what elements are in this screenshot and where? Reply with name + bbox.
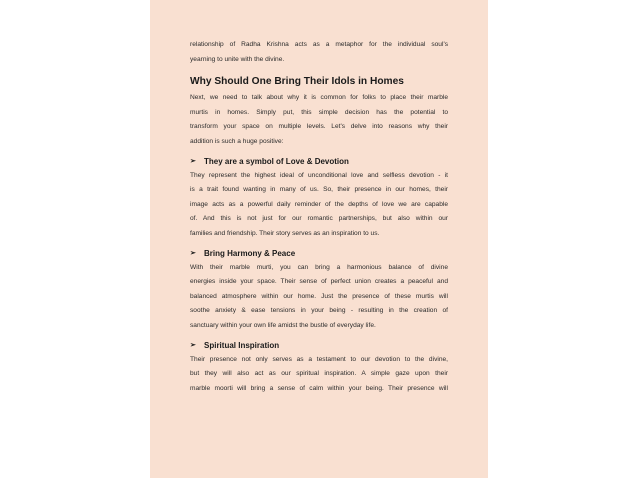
text-line: addition is such a huge positive: bbox=[190, 137, 284, 145]
text-line: but they will also act as our spiritual inspiration. A simple gaze upon their bbox=[190, 370, 448, 378]
point-heading-spiritual-inspiration bbox=[190, 341, 448, 350]
point-paragraph-spiritual-inspiration bbox=[190, 353, 448, 397]
arrow-bullet-icon: ➢ bbox=[190, 158, 196, 166]
point-heading-text: Bring Harmony & Peace bbox=[204, 248, 296, 258]
text-line: families and friendship. Their story serves as an inspiration to us. bbox=[190, 229, 380, 237]
text-line: of. And this is not just for our romantic partnerships, but also within our bbox=[190, 215, 448, 223]
point-paragraph-harmony-peace bbox=[190, 261, 448, 334]
section-paragraph bbox=[190, 91, 448, 149]
document-page bbox=[150, 0, 488, 478]
text-line: soothe anxiety & ease tensions in your being - resulting in the creation of bbox=[190, 307, 448, 315]
point-heading-harmony-peace bbox=[190, 249, 448, 258]
intro-paragraph bbox=[190, 38, 448, 67]
text-line: image acts as a powerful daily reminder of the depths of love we are capable bbox=[190, 200, 448, 208]
text-line: yearning to unite with the divine. bbox=[190, 55, 285, 63]
text-line: energies inside your space. Their sense of perfect union creates a peaceful and bbox=[190, 278, 448, 286]
point-heading-text: Spiritual Inspiration bbox=[204, 340, 280, 350]
text-line: is a trait found wanting in many of us. So, their presence in our homes, their bbox=[190, 186, 448, 194]
point-heading-text: They are a symbol of Love & Devotion bbox=[204, 156, 349, 166]
text-line: With their marble murti, you can bring a harmonious balance of divine bbox=[190, 263, 448, 271]
text-line: balanced atmosphere within our home. Just the presence of these murtis will bbox=[190, 292, 448, 300]
point-paragraph-love-devotion bbox=[190, 169, 448, 242]
text-line: relationship of Radha Krishna acts as a metaphor for the individual soul's bbox=[190, 41, 448, 48]
text-line: Their presence not only serves as a testament to our devotion to the divine, bbox=[190, 355, 448, 363]
text-line: marble moorti will bring a sense of calm within your being. Their presence will bbox=[190, 384, 448, 392]
text-line: transform your space on multiple levels. Let's delve into reasons why their bbox=[190, 123, 448, 131]
arrow-bullet-icon: ➢ bbox=[190, 342, 196, 349]
section-heading: Why Should One Bring Their Idols in Homes bbox=[190, 76, 404, 88]
text-line: murtis in homes. Simply put, this simple decision has the potential to bbox=[190, 108, 448, 116]
text-line: sanctuary within your own life amidst the bustle of everyday life. bbox=[190, 321, 376, 329]
point-heading-love-devotion bbox=[190, 157, 448, 166]
text-line: Next, we need to talk about why it is common for folks to place their marble bbox=[190, 94, 448, 102]
text-line: They represent the highest ideal of unconditional love and selfless devotion - it bbox=[190, 171, 448, 179]
arrow-bullet-icon: ➢ bbox=[190, 250, 196, 258]
